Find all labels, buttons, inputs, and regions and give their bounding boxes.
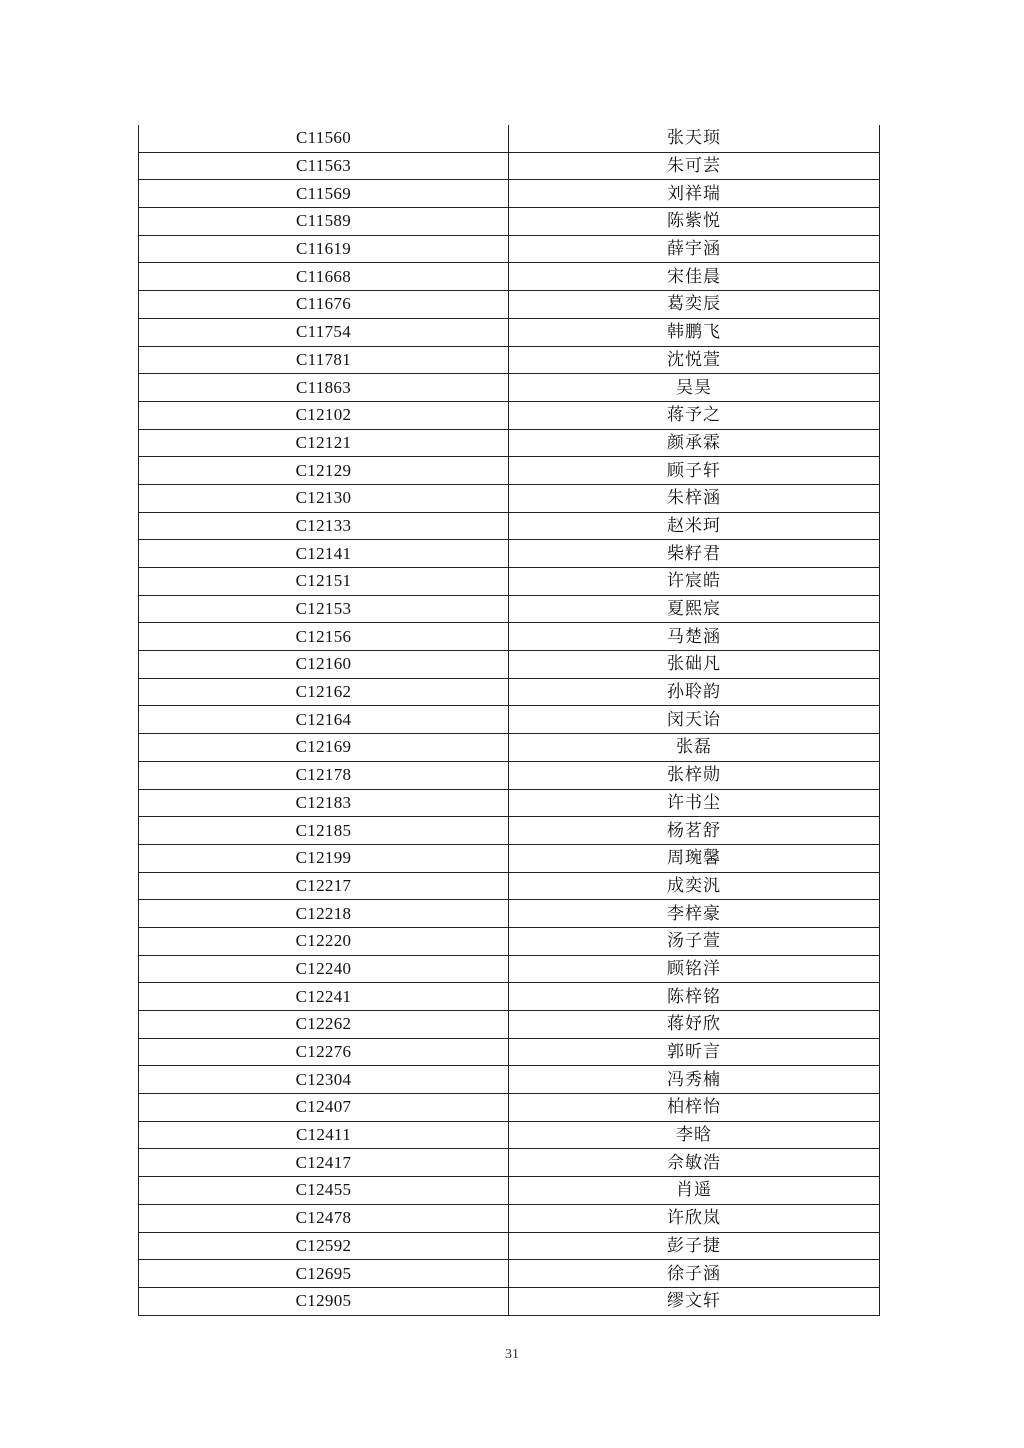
table-row	[139, 1121, 880, 1149]
candidate-name-cell: 闵天诒	[509, 706, 880, 734]
candidate-name-cell: 冯秀楠	[509, 1066, 880, 1094]
candidate-name-cell: 孙聆韵	[509, 678, 880, 706]
candidate-id-cell: C11676	[139, 291, 509, 319]
table-row	[139, 1232, 880, 1260]
candidate-name-cell: 周琬馨	[509, 844, 880, 872]
table-row	[139, 1287, 880, 1315]
table-row	[139, 955, 880, 983]
table-row	[139, 152, 880, 180]
table-row	[139, 401, 880, 429]
candidate-name-cell: 李梓豪	[509, 900, 880, 928]
candidate-name-cell: 沈悦萱	[509, 346, 880, 374]
candidate-id-cell: C12592	[139, 1232, 509, 1260]
candidate-name-cell: 肖遥	[509, 1177, 880, 1205]
candidate-id-cell: C11668	[139, 263, 509, 291]
candidate-name-cell: 缪文轩	[509, 1287, 880, 1315]
table-row	[139, 706, 880, 734]
table-row	[139, 484, 880, 512]
candidate-id-cell: C12478	[139, 1204, 509, 1232]
candidate-id-cell: C12199	[139, 844, 509, 872]
candidate-id-cell: C12240	[139, 955, 509, 983]
candidate-id-cell: C12241	[139, 983, 509, 1011]
candidate-name-cell: 顾子轩	[509, 457, 880, 485]
candidate-id-cell: C12185	[139, 817, 509, 845]
candidate-name-cell: 柴籽君	[509, 540, 880, 568]
candidate-id-cell: C11754	[139, 318, 509, 346]
table-row	[139, 125, 880, 152]
candidate-name-cell: 吴昊	[509, 374, 880, 402]
candidate-id-cell: C12262	[139, 1011, 509, 1039]
candidate-name-cell: 陈梓铭	[509, 983, 880, 1011]
candidate-id-cell: C12407	[139, 1094, 509, 1122]
table-row	[139, 678, 880, 706]
table-row	[139, 1260, 880, 1288]
candidate-id-cell: C12183	[139, 789, 509, 817]
candidate-id-cell: C12153	[139, 595, 509, 623]
table-row	[139, 1038, 880, 1066]
candidate-id-cell: C12411	[139, 1121, 509, 1149]
candidate-id-cell: C11619	[139, 235, 509, 263]
candidate-name-cell: 汤子萱	[509, 927, 880, 955]
candidate-name-cell: 彭子捷	[509, 1232, 880, 1260]
candidate-id-cell: C12133	[139, 512, 509, 540]
candidate-id-cell: C12151	[139, 568, 509, 596]
candidate-name-cell: 朱可芸	[509, 152, 880, 180]
candidate-id-cell: C12156	[139, 623, 509, 651]
candidate-name-cell: 朱梓涵	[509, 484, 880, 512]
table-row	[139, 1177, 880, 1205]
table-row	[139, 374, 880, 402]
candidate-id-cell: C12141	[139, 540, 509, 568]
candidate-name-cell: 夏熙宸	[509, 595, 880, 623]
table-row	[139, 429, 880, 457]
candidate-name-cell: 张磊	[509, 734, 880, 762]
table-row	[139, 208, 880, 236]
candidate-id-cell: C12905	[139, 1287, 509, 1315]
table-row	[139, 872, 880, 900]
candidate-id-cell: C12276	[139, 1038, 509, 1066]
candidate-id-cell: C12160	[139, 651, 509, 679]
candidate-id-cell: C12217	[139, 872, 509, 900]
candidate-name-cell: 佘敏浩	[509, 1149, 880, 1177]
table-row	[139, 651, 880, 679]
candidate-name-cell: 马楚涵	[509, 623, 880, 651]
table-row	[139, 844, 880, 872]
candidate-id-cell: C12178	[139, 761, 509, 789]
candidate-id-cell: C11589	[139, 208, 509, 236]
table-row	[139, 1149, 880, 1177]
candidate-id-cell: C12164	[139, 706, 509, 734]
candidate-id-cell: C12220	[139, 927, 509, 955]
candidate-name-cell: 蒋妤欣	[509, 1011, 880, 1039]
candidate-name-cell: 韩鹏飞	[509, 318, 880, 346]
page-number: 31	[505, 1347, 519, 1362]
candidate-id-cell: C11863	[139, 374, 509, 402]
candidate-id-cell: C12695	[139, 1260, 509, 1288]
table-row	[139, 789, 880, 817]
candidate-id-cell: C12304	[139, 1066, 509, 1094]
table-row	[139, 1066, 880, 1094]
table-row	[139, 927, 880, 955]
table-row	[139, 1011, 880, 1039]
candidate-id-cell: C12129	[139, 457, 509, 485]
table-row	[139, 540, 880, 568]
candidate-id-cell: C11560	[139, 125, 509, 152]
candidate-name-cell: 宋佳晨	[509, 263, 880, 291]
table-row	[139, 291, 880, 319]
candidate-name-cell: 柏梓怡	[509, 1094, 880, 1122]
candidate-name-cell: 徐子涵	[509, 1260, 880, 1288]
candidate-id-cell: C11781	[139, 346, 509, 374]
table-row	[139, 734, 880, 762]
table-row	[139, 1094, 880, 1122]
table-row	[139, 263, 880, 291]
candidate-id-cell: C12169	[139, 734, 509, 762]
table-row	[139, 983, 880, 1011]
candidate-id-cell: C12102	[139, 401, 509, 429]
candidate-name-cell: 刘祥瑞	[509, 180, 880, 208]
table-row	[139, 346, 880, 374]
candidate-name-cell: 许书尘	[509, 789, 880, 817]
candidate-id-cell: C12121	[139, 429, 509, 457]
candidate-name-cell: 蒋予之	[509, 401, 880, 429]
candidate-id-cell: C12130	[139, 484, 509, 512]
table-row	[139, 318, 880, 346]
candidate-id-cell: C12417	[139, 1149, 509, 1177]
table-row	[139, 623, 880, 651]
roster-table-container	[138, 125, 879, 1316]
candidate-name-cell: 颜承霖	[509, 429, 880, 457]
candidate-name-cell: 张梓勋	[509, 761, 880, 789]
candidate-name-cell: 许宸皓	[509, 568, 880, 596]
table-row	[139, 761, 880, 789]
roster-table-body	[139, 125, 880, 1315]
candidate-id-cell: C12218	[139, 900, 509, 928]
candidate-name-cell: 成奕汎	[509, 872, 880, 900]
table-row	[139, 1204, 880, 1232]
candidate-name-cell: 张天顼	[509, 125, 880, 152]
table-row	[139, 568, 880, 596]
table-row	[139, 900, 880, 928]
candidate-name-cell: 杨茗舒	[509, 817, 880, 845]
candidate-id-cell: C12455	[139, 1177, 509, 1205]
candidate-name-cell: 葛奕辰	[509, 291, 880, 319]
table-row	[139, 595, 880, 623]
candidate-name-cell: 许欣岚	[509, 1204, 880, 1232]
table-row	[139, 180, 880, 208]
candidate-id-cell: C12162	[139, 678, 509, 706]
table-row	[139, 817, 880, 845]
candidate-name-cell: 张础凡	[509, 651, 880, 679]
candidate-id-cell: C11563	[139, 152, 509, 180]
candidate-id-cell: C11569	[139, 180, 509, 208]
candidate-name-cell: 赵米珂	[509, 512, 880, 540]
roster-table	[138, 125, 880, 1316]
table-row	[139, 235, 880, 263]
table-row	[139, 457, 880, 485]
candidate-name-cell: 顾铭洋	[509, 955, 880, 983]
candidate-name-cell: 郭昕言	[509, 1038, 880, 1066]
candidate-name-cell: 薛宇涵	[509, 235, 880, 263]
candidate-name-cell: 陈紫悦	[509, 208, 880, 236]
table-row	[139, 512, 880, 540]
candidate-name-cell: 李晗	[509, 1121, 880, 1149]
